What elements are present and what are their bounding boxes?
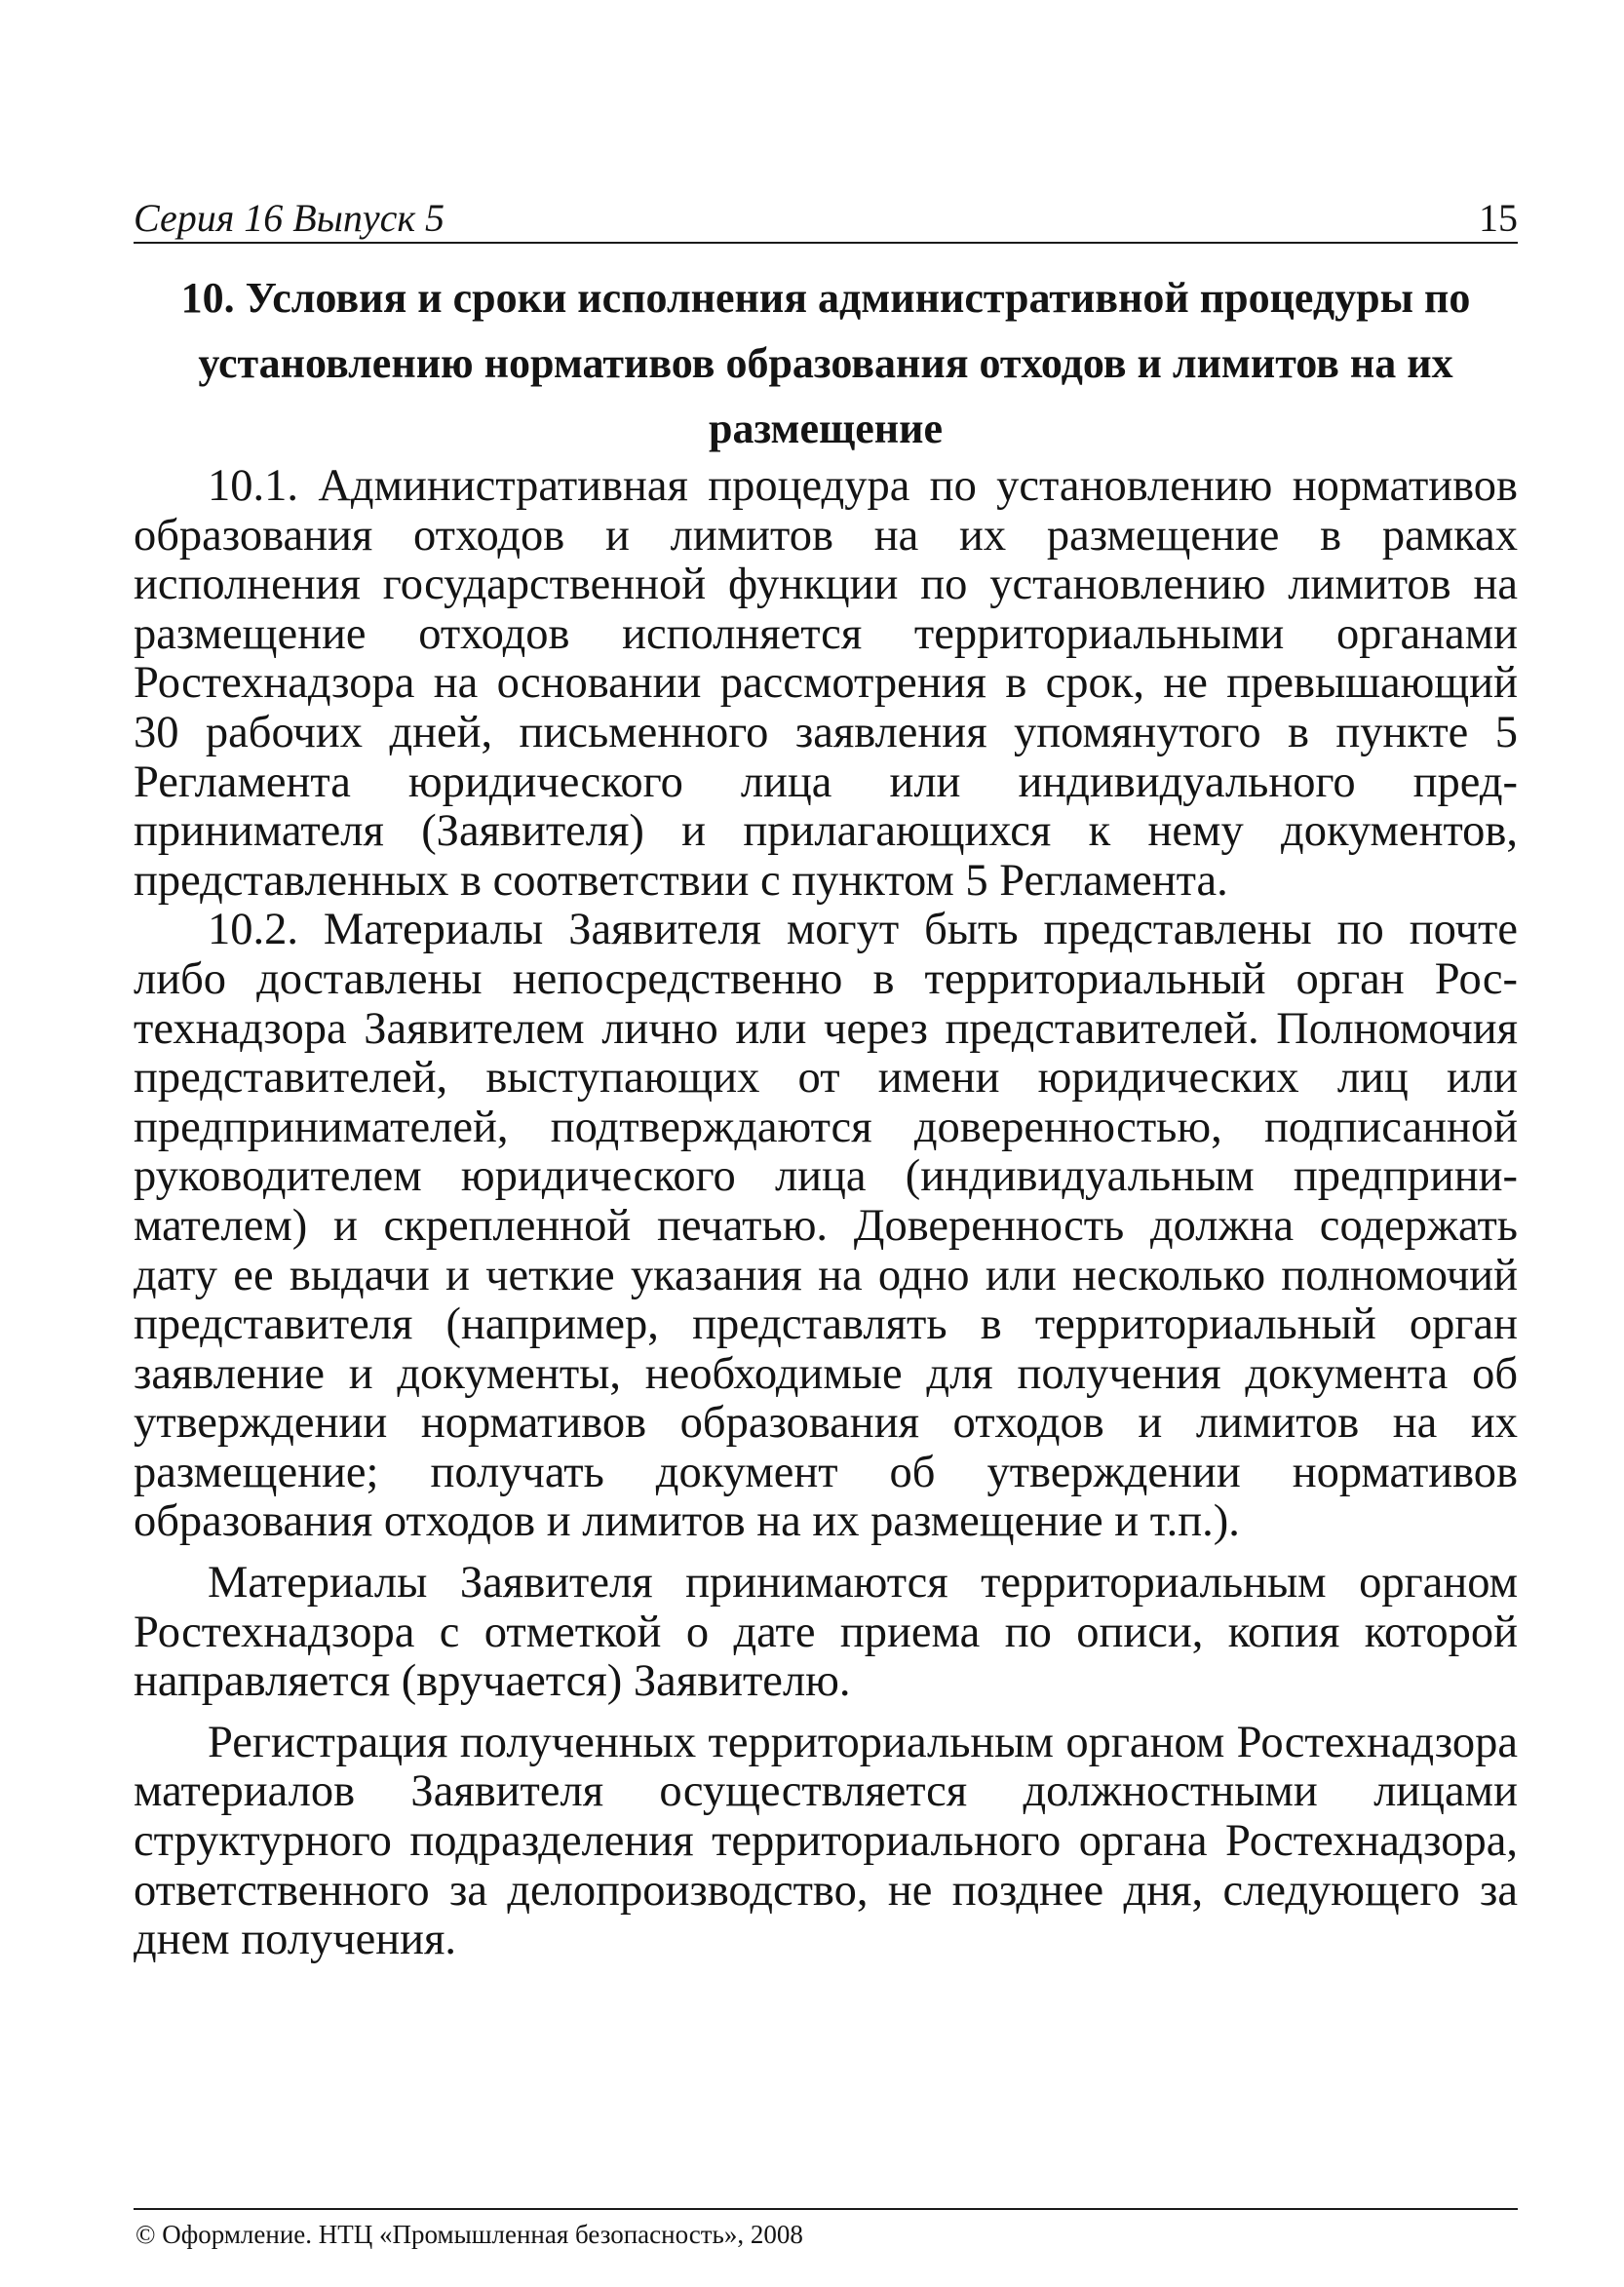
paragraph-materials-acceptance: Материалы Заявителя принимаются территориальным органом Ростехнадзора с отметкой о дате приема по описи, копия которой направляется (вручается) Заявителю. xyxy=(134,1558,1518,1707)
section-heading-line-2: установлению нормативов образования отходов и лимитов на их xyxy=(198,339,1453,387)
page-number: 15 xyxy=(1479,196,1518,240)
paragraph-registration: Регистрация полученных территориальным органом Ростехнадзора материалов Заявителя осуществляется должностными лицами структурного подразделения территориального органа Ростехнадзора, ответственного за делопроизводство, не позднее дня, следующего за днем получения. xyxy=(134,1717,1518,1965)
section-heading-line-1: 10. Условия и сроки исполнения административной процедуры по xyxy=(180,274,1471,322)
paragraph-10-2: 10.2. Материалы Заявителя могут быть представлены по почте либо доставлены непосредственно в территориальный орган Ростехнадзора Заявителем лично или через представителей. Полномочия представителей, выступающих от имени юридических лиц или предпринимателей, подтверждаются доверенностью, подписанной руководителем юридического лица (индивидуальным предпринимателем) и скрепленной печатью. Доверенность должна содержать дату ее выдачи и четкие указания на одно или несколько полномочий представителя (например, представлять в территориальный орган заявление и документы, необходимые для получения документа об утверждении нормативов образования отходов и лимитов на их размещение; получать документ об утверждении нормативов образования отходов и лимитов на их размещение и т.п.). xyxy=(134,905,1518,1547)
paragraph-10-1: 10.1. Административная процедура по установлению нормативов образования отходов и лимитов на их размещение в рамках исполнения государственной функции по установлению лимитов на размещение отходов исполняется территориальными органами Ростехнадзора на основании рассмотрения в срок, не превышающий 30 рабочих дней, письменного заявления упомянутого в пункте 5 Регламента юридического лица или индивидуального предпринимателя (Заявителя) и прилагающихся к нему документов, представленных в соответствии с пунктом 5 Регламента. xyxy=(134,461,1518,906)
document-page xyxy=(134,0,1518,2287)
series-label: Серия 16 Выпуск 5 xyxy=(134,196,445,240)
footer-rule xyxy=(134,2208,1518,2210)
body-text xyxy=(134,462,1518,1965)
section-heading xyxy=(134,265,1518,461)
footer-copyright: © Оформление. НТЦ «Промышленная безопасность», 2008 xyxy=(135,2220,803,2249)
running-header xyxy=(134,191,1518,244)
section-heading-line-3: размещение xyxy=(709,405,943,452)
